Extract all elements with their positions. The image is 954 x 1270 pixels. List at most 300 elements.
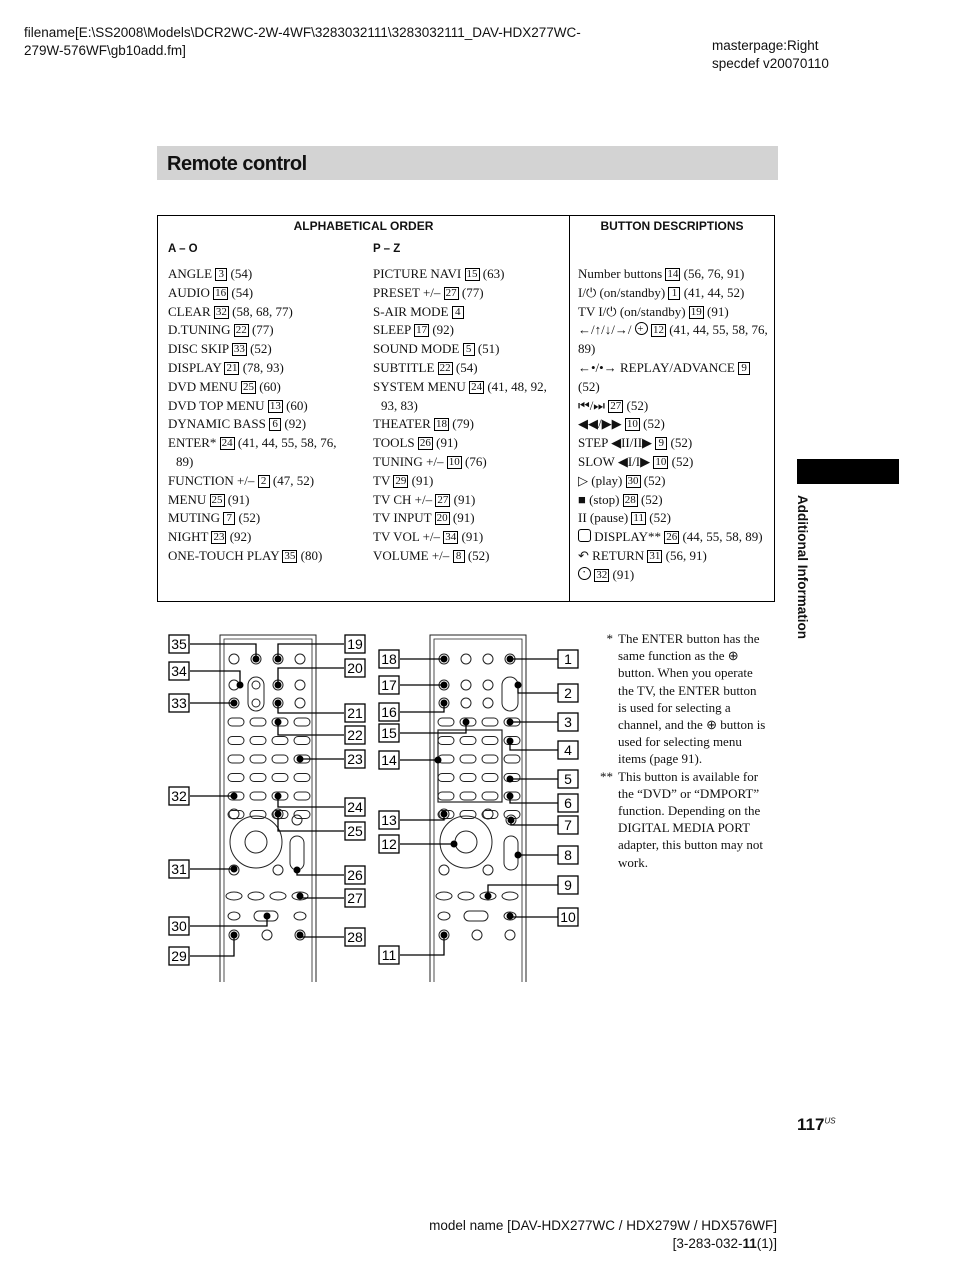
desc-pages: (52) [639,416,665,432]
callout-20 [345,659,365,677]
col-a-name: D.TUNING [168,322,234,338]
part-code [408,1235,777,1253]
ref-number: 8 [453,550,465,563]
leader-line [400,814,444,820]
masterpage-label: masterpage:Right [712,38,819,53]
leader-dot [275,700,282,707]
callout-text: 29 [171,948,187,964]
desc-item [578,509,768,528]
callout-24 [345,798,365,816]
display-icon [578,529,591,542]
callout-7 [558,816,578,834]
callout-text: 15 [381,725,397,741]
ref-number: 31 [649,549,661,562]
col-a-name: ONE-TOUCH PLAY [168,547,283,563]
pill-button [294,774,310,782]
col-a-item [168,491,368,510]
col-a-name: NIGHT [168,529,212,545]
callout-4 [558,741,578,759]
leader-dot [297,932,304,939]
callout-text: 7 [564,817,572,833]
col-a-pages: (52) [246,341,272,357]
leader-dot [507,656,514,663]
ref-number: 6 [269,418,281,431]
leader-line [488,885,558,896]
pill-button [438,774,454,782]
col-p-item [373,453,563,472]
col-a-name: AUDIO [168,284,214,300]
desc-label: ■ (stop) [578,491,623,507]
footnotes [598,630,768,871]
callout-text: 34 [171,663,187,679]
ref-number: 28 [624,493,636,506]
callout-text: 16 [381,704,397,720]
footnote-2-mark: ** [600,768,613,784]
col-a-name: FUNCTION +/– [168,472,258,488]
callout-34 [169,662,189,680]
col-p-item [373,509,563,528]
part-code-post: (1)] [756,1236,777,1251]
desc-label: ▷ (play) [578,472,626,488]
ref-number: 24 [471,380,483,393]
footnote-2 [598,768,768,871]
col-a-list [168,265,368,566]
leader-dot [441,932,448,939]
filename-line-2: 279W-576WF\gb10add.fm] [24,43,186,58]
col-a-item [168,434,368,453]
callout-text: 30 [171,918,187,934]
col-p-name: TV VOL +/– [373,529,444,545]
desc-pages: (91) [703,303,729,319]
callout-10 [558,908,578,926]
ref-number: 13 [269,399,281,412]
col-a-pages-cont: 89) [176,453,194,469]
col-a-name: DVD MENU [168,378,241,394]
callout-5 [558,770,578,788]
callout-22 [345,726,365,744]
col-p-name: TV [373,472,394,488]
col-a-name: CLEAR [168,303,214,319]
pill-button [460,737,476,745]
pill-button [482,737,498,745]
callout-text: 19 [347,636,363,652]
callout-text: 31 [171,861,187,877]
leader-line [510,741,558,750]
leader-line [190,671,240,685]
col-a-item [168,509,368,528]
ref-number: 22 [235,324,247,337]
pill-button [482,774,498,782]
col-a-heading: A – O [168,243,198,255]
part-code-bold: 11 [742,1236,757,1251]
callout-21 [345,704,365,722]
pill-button [504,755,520,763]
ref-number: 35 [284,549,296,562]
desc-pages: (56, 76, 91) [680,266,745,281]
callout-text: 33 [171,695,187,711]
pill-button [460,755,476,763]
pill-button [438,718,454,726]
desc-item [578,528,768,547]
button-index-table [157,215,775,602]
side-tab-bar [797,459,899,484]
callout-13 [379,811,399,829]
ref-number: 10 [448,455,460,468]
alpha-heading: ALPHABETICAL ORDER [293,219,434,233]
callout-18 [379,650,399,668]
ref-number: 22 [439,361,451,374]
leader-dot [441,682,448,689]
col-p-heading: P – Z [373,243,401,255]
leader-dot [507,793,514,800]
leader-line [510,916,558,917]
leader-dot [507,776,514,783]
pill-button [272,755,288,763]
col-a-pages: (52) [235,510,261,526]
pill-button [438,792,454,800]
ref-number: 30 [627,474,639,487]
leader-dot [231,932,238,939]
col-a-item [168,303,368,322]
desc-pages: (52) [623,397,649,413]
leader-dot [275,656,282,663]
page-number [797,1115,836,1135]
pill-button [228,737,244,745]
callout-26 [345,866,365,884]
leader-dot [515,682,522,689]
col-a-name: ENTER* [168,435,220,451]
callout-text: 9 [564,877,572,893]
callout-text: 18 [381,651,397,667]
callout-text: 24 [347,799,363,815]
callout-text: 32 [171,788,187,804]
col-a-item [168,528,368,547]
leader-line [278,703,344,713]
leader-dot [253,656,260,663]
ref-number: 32 [596,568,608,581]
side-tab-label: Additional Information [795,495,810,639]
desc-pages: (41, 44, 55, 58, 76, 89) [578,322,768,357]
ref-number: 19 [690,305,702,318]
callout-text: 4 [564,742,572,758]
leader-dot [231,793,238,800]
pill-button [250,774,266,782]
pill-button [228,718,244,726]
desc-item [578,359,768,397]
callout-text: 20 [347,660,363,676]
col-a-pages: (92) [281,416,307,432]
col-p-pages: (91) [458,529,484,545]
ref-number: 32 [215,305,227,318]
ref-number: 18 [436,418,448,431]
callout-text: 10 [560,909,576,925]
footnote-2-text: This button is available for the “DVD” or “DMPORT” function. Depending on the DIGITAL MEDIA PORT adapter, this button may not work. [618,768,763,870]
callout-29 [169,947,189,965]
col-a-pages: (80) [297,547,323,563]
ref-number: 29 [395,474,407,487]
col-a-name: DISC SKIP [168,341,232,357]
callout-text: 13 [381,812,397,828]
leader-line [278,644,344,659]
callout-9 [558,876,578,894]
col-a-name: DISPLAY [168,359,225,375]
leader-line [400,703,444,712]
col-a-item [168,284,368,303]
col-a-item [168,321,368,340]
col-a-name: ANGLE [168,266,216,281]
ref-number: 26 [419,437,431,450]
desc-list [578,265,768,585]
footnote-1-text: The ENTER button has the same function as the ⊕ button. When you operate the TV, the ENTER button is used for selecting a channel, and the ⊕ button is used for selecting menu items (page 91). [618,631,766,767]
col-p-item [373,359,563,378]
leader-line [300,935,344,937]
callout-16 [379,703,399,721]
col-p-item [373,434,563,453]
pill-button [250,718,266,726]
callout-text: 12 [381,836,397,852]
col-a-item [168,415,368,434]
desc-label: ↶ RETURN [578,547,648,563]
desc-item [578,415,768,434]
col-p-name: TUNING +/– [373,453,447,469]
col-p-item [373,321,563,340]
leader-dot [294,867,301,874]
col-p-item [373,340,563,359]
page-number-suffix: US [824,1116,836,1126]
ref-number: 2 [258,475,270,488]
callout-text: 6 [564,795,572,811]
col-p-item [373,284,563,303]
leader-line [518,685,558,693]
col-a-pages: (91) [224,491,250,507]
col-p-item [373,472,563,491]
desc-pages: (56, 91) [662,547,707,563]
col-p-name: S-AIR MODE [373,303,452,319]
ref-number: 9 [655,437,667,450]
pill-button [250,792,266,800]
callout-text: 11 [381,947,397,963]
desc-label: Number buttons [578,266,666,281]
col-p-pages: (52) [464,547,490,563]
leader-dot [507,738,514,745]
ref-number: 15 [466,268,478,280]
ref-number: 3 [215,268,227,281]
col-p-name: SUBTITLE [373,359,438,375]
desc-label: ←/↑/↓/→/ [578,322,635,338]
leader-dot [231,866,238,873]
col-p-pages: (63) [479,266,505,281]
callout-text: 1 [564,651,572,667]
pill-button [460,774,476,782]
col-p-name: SOUND MODE [373,341,463,357]
leader-dot [297,756,304,763]
ref-number: 20 [436,512,448,525]
col-p-pages: (54) [452,359,478,375]
desc-pages: (44, 55, 58, 89) [679,529,763,545]
desc-pages: (52) [668,453,694,469]
col-a-pages: (77) [248,322,274,338]
footnote-1-mark: * [606,631,613,646]
callout-14 [379,751,399,769]
pill-button [482,718,498,726]
desc-label: ◀◀/▶▶ [578,416,625,432]
col-p-item [373,303,563,322]
callout-2 [558,684,578,702]
ref-number: 9 [738,362,750,375]
callout-28 [345,928,365,946]
leader-dot [507,719,514,726]
ref-number: 27 [445,286,457,299]
ref-number: 27 [610,399,622,412]
callout-35 [169,635,189,653]
desc-pages: (52) [578,378,600,394]
col-p-name: TOOLS [373,435,418,451]
desc-pages: (52) [637,491,663,507]
enter-circle-icon [635,322,648,335]
col-a-item [168,472,368,491]
leader-dot [441,700,448,707]
pill-button [228,774,244,782]
dot-circle-icon [578,567,591,580]
ref-number: 10 [655,455,667,468]
ref-number: 25 [242,380,254,393]
col-p-pages: (91) [408,472,434,488]
col-p-name: SYSTEM MENU [373,378,470,394]
pill-button [482,792,498,800]
ref-number: 4 [452,306,464,319]
pill-button [294,792,310,800]
desc-item [578,434,768,453]
leader-dot [237,682,244,689]
callout-25 [345,822,365,840]
desc-label: STEP ◀II/II▶ [578,435,656,451]
leader-dot [435,757,442,764]
desc-item [578,321,768,359]
callout-text: 25 [347,823,363,839]
col-a-pages: (41, 44, 55, 58, 76, [234,435,337,451]
desc-item [578,472,768,491]
desc-label: ←•/•→ REPLAY/ADVANCE [578,359,739,375]
callout-6 [558,794,578,812]
callout-text: 23 [347,751,363,767]
ref-number: 24 [221,437,233,450]
leader-line [297,870,344,875]
right-remote-pad [436,730,518,940]
col-p-item [373,491,563,510]
col-a-item [168,397,368,416]
section-banner [157,146,778,180]
desc-item [578,453,768,472]
leader-dot [275,682,282,689]
leader-line [400,722,466,733]
desc-label: II (pause) [578,510,632,526]
desc-label: DISPLAY** [594,529,665,545]
callout-text: 5 [564,771,572,787]
header-filename [24,24,581,60]
leader-dot [508,817,515,824]
pill-button [228,755,244,763]
callout-text: 8 [564,847,572,863]
table-divider [569,216,570,601]
leader-dot [297,893,304,900]
leader-dot [485,893,492,900]
col-p-pages: (76) [461,453,487,469]
pill-button [294,718,310,726]
col-p-pages-cont: 93, 83) [381,397,418,413]
callout-text: 14 [381,752,397,768]
col-a-pages: (92) [226,529,252,545]
col-a-pages: (54) [227,266,253,281]
ref-number: 7 [223,512,235,525]
col-p-pages: (91) [449,510,475,526]
model-name: model name [DAV-HDX277WC / HDX279W / HDX576WF] [429,1218,777,1233]
page-number-value: 117 [797,1115,825,1134]
col-p-item [373,547,563,566]
leader-dot [507,913,514,920]
desc-item [578,397,768,416]
ref-number: 17 [416,324,428,337]
desc-item [578,303,768,322]
callout-23 [345,750,365,768]
ref-number: 14 [667,268,679,280]
pill-button [460,792,476,800]
ref-number: 16 [215,286,227,299]
leader-line [400,935,444,955]
pill-button [250,737,266,745]
desc-item [578,547,768,566]
col-a-name: MENU [168,491,210,507]
desc-item [578,284,768,303]
col-a-pages: (58, 68, 77) [228,303,293,319]
callout-27 [345,889,365,907]
col-p-pages: (79) [449,416,474,432]
col-a-pages: (60) [255,378,281,394]
callout-31 [169,860,189,878]
col-p-name: TV CH +/– [373,491,436,507]
callout-text: 17 [381,677,397,693]
callout-15 [379,724,399,742]
leader-dot [451,841,458,848]
footnote-1 [598,630,768,768]
desc-item [578,265,768,284]
leader-dot [441,811,448,818]
remote-diagram [164,630,584,982]
pill-button [482,755,498,763]
callout-30 [169,917,189,935]
ref-number: 26 [666,531,678,544]
pill-button [250,755,266,763]
desc-label: I/⏻ (on/standby) [578,284,669,300]
col-a-item [168,340,368,359]
col-p-pages: (51) [474,341,500,357]
leader-dot [275,811,282,818]
col-p-pages: (91) [432,435,458,451]
leader-line [278,668,344,685]
callout-text: 21 [347,705,363,721]
col-p-item [373,378,563,397]
callout-text: 3 [564,714,572,730]
col-p-name: TV INPUT [373,510,435,526]
callout-3 [558,713,578,731]
col-a-pages: (78, 93) [239,359,284,375]
pill-button [272,737,288,745]
ref-number: 25 [211,493,223,506]
callout-8 [558,846,578,864]
callout-33 [169,694,189,712]
col-a-item [168,265,368,284]
col-a-item [168,378,368,397]
pill-button [294,811,310,819]
